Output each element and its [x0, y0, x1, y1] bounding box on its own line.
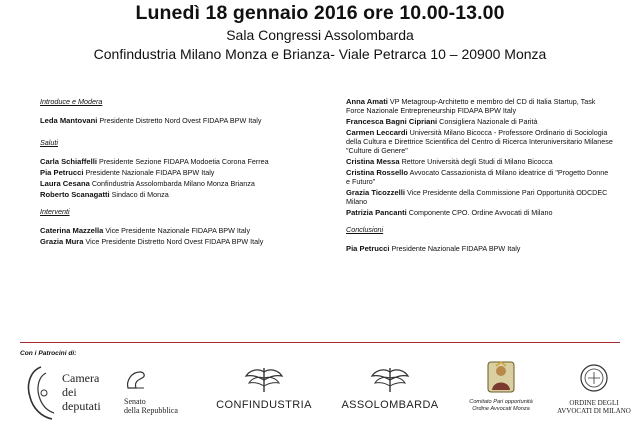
speaker-role: VP Metagroup-Architetto e membro del CD di Italia Startup, Task Force Nazionale Entrepreneurship FIDAPA BPW Italy	[346, 97, 596, 115]
speaker-entry	[40, 116, 310, 125]
ordine-line: ORDINE DEGLI	[569, 399, 619, 407]
senato-logo	[124, 368, 178, 415]
speaker-entry	[40, 168, 310, 177]
cpo-line: Comitato Pari opportunità	[469, 399, 533, 405]
speaker-name: Grazia Ticozzelli	[346, 188, 405, 197]
patrocini-label: Con i Patrocini di:	[20, 350, 77, 357]
confindustria-text: CONFINDUSTRIA	[216, 399, 312, 411]
eagle-emblem-icon	[242, 364, 286, 394]
camera-line: deputati	[62, 399, 101, 413]
assolombarda-text: ASSOLOMBARDA	[341, 399, 439, 411]
speaker-role: Presidente Nazionale FIDAPA BPW Italy	[391, 244, 521, 253]
event-date-title: Lunedì 18 gennaio 2016 ore 10.00-13.00	[135, 2, 505, 24]
cpo-monza-logo	[462, 360, 540, 413]
speaker-name: Cristina Rossello	[346, 168, 409, 177]
speaker-entry	[40, 179, 310, 188]
speaker-role: Avvocato Cassazionista di Milano ideatrice di "Progetto Donne e Futuro"	[346, 168, 609, 186]
camera-line: dei	[62, 385, 77, 399]
speaker-name: Cristina Messa	[346, 157, 400, 166]
cpo-line: Ordine Avvocati Monza	[472, 406, 530, 412]
event-address: Confindustria Milano Monza e Brianza- Viale Petrarca 10 – 20900 Monza	[93, 46, 547, 62]
ordine-avvocati-logo	[552, 362, 636, 415]
speaker-entry	[346, 157, 614, 166]
speaker-role: Vice Presidente Nazionale FIDAPA BPW Italy	[105, 226, 251, 235]
speaker-name: Francesca Bagni Cipriani	[346, 117, 438, 126]
assolombarda-logo	[338, 364, 442, 411]
speaker-entry	[346, 117, 614, 126]
divider-rule	[20, 342, 620, 343]
speaker-name: Roberto Scanagatti	[40, 190, 110, 199]
speaker-name: Caterina Mazzella	[40, 226, 104, 235]
speaker-name: Laura Cesana	[40, 179, 90, 188]
senato-emblem-icon	[124, 368, 150, 392]
speaker-role: Componente CPO. Ordine Avvocati di Milano	[408, 208, 553, 217]
speaker-role: Rettore Università degli Studi di Milano Bicocca	[401, 157, 553, 166]
speaker-role: Sindaco di Monza	[111, 190, 169, 199]
senato-line: della Repubblica	[124, 406, 178, 415]
speaker-role: Vice Presidente Distretto Nord Ovest FIDAPA BPW Italy	[85, 237, 264, 246]
camera-line: Camera	[62, 371, 100, 385]
speaker-role: Presidente Sezione FIDAPA Modoetia Corona Ferrea	[98, 157, 269, 166]
speaker-role: Presidente Nazionale FIDAPA BPW Italy	[85, 168, 215, 177]
speaker-name: Patrizia Pancanti	[346, 208, 407, 217]
speaker-name: Pia Petrucci	[346, 244, 390, 253]
speaker-entry	[40, 237, 310, 246]
speaker-entry	[346, 244, 614, 253]
section-heading-intro: Introduce e Modera	[40, 97, 103, 106]
speaker-entry	[346, 188, 614, 206]
speaker-role: Confindustria Assolombarda Milano Monza Brianza	[91, 179, 255, 188]
camera-emblem-icon	[24, 363, 58, 423]
speaker-name: Leda Mantovani	[40, 116, 98, 125]
camera-deputati-logo	[24, 363, 101, 428]
seal-emblem-icon	[579, 362, 609, 394]
speaker-name: Anna Amati	[346, 97, 388, 106]
speaker-entry	[40, 226, 310, 235]
saint-portrait-icon	[486, 360, 516, 394]
speaker-role: Consigliera Nazionale di Parità	[439, 117, 538, 126]
speaker-entry	[346, 128, 614, 155]
speaker-name: Pia Petrucci	[40, 168, 84, 177]
confindustria-logo	[212, 364, 316, 411]
senato-line: Senato	[124, 397, 146, 406]
speaker-name: Carmen Leccardi	[346, 128, 408, 137]
eagle-emblem-icon	[368, 364, 412, 394]
section-heading-interventi: Interventi	[40, 207, 70, 216]
speaker-name: Grazia Mura	[40, 237, 84, 246]
speaker-entry	[346, 208, 614, 217]
ordine-line: AVVOCATI DI MILANO	[557, 407, 631, 415]
program-left-column	[40, 97, 310, 248]
speaker-name: Carla Schiaffelli	[40, 157, 97, 166]
speaker-role: Vice Presidente della Commissione Pari Opportunità ODCDEC Milano	[346, 188, 608, 206]
program-right-column	[346, 97, 614, 255]
speaker-role: Presidente Distretto Nord Ovest FIDAPA BPW Italy	[99, 116, 262, 125]
section-heading-conclusioni: Conclusioni	[346, 225, 384, 234]
speaker-entry	[346, 97, 614, 115]
speaker-entry	[346, 168, 614, 186]
event-venue: Sala Congressi Assolombarda	[226, 27, 414, 43]
speaker-entry	[40, 190, 310, 199]
speaker-role: Università Milano Bicocca - Professore Ordinario di Sociologia della Cultura e Direttrice Scientifica del Centro di Ricerca Interuniversitario Milanese "Culture di Genere"	[346, 128, 613, 155]
speaker-entry	[40, 157, 310, 166]
section-heading-saluti: Saluti	[40, 138, 58, 147]
